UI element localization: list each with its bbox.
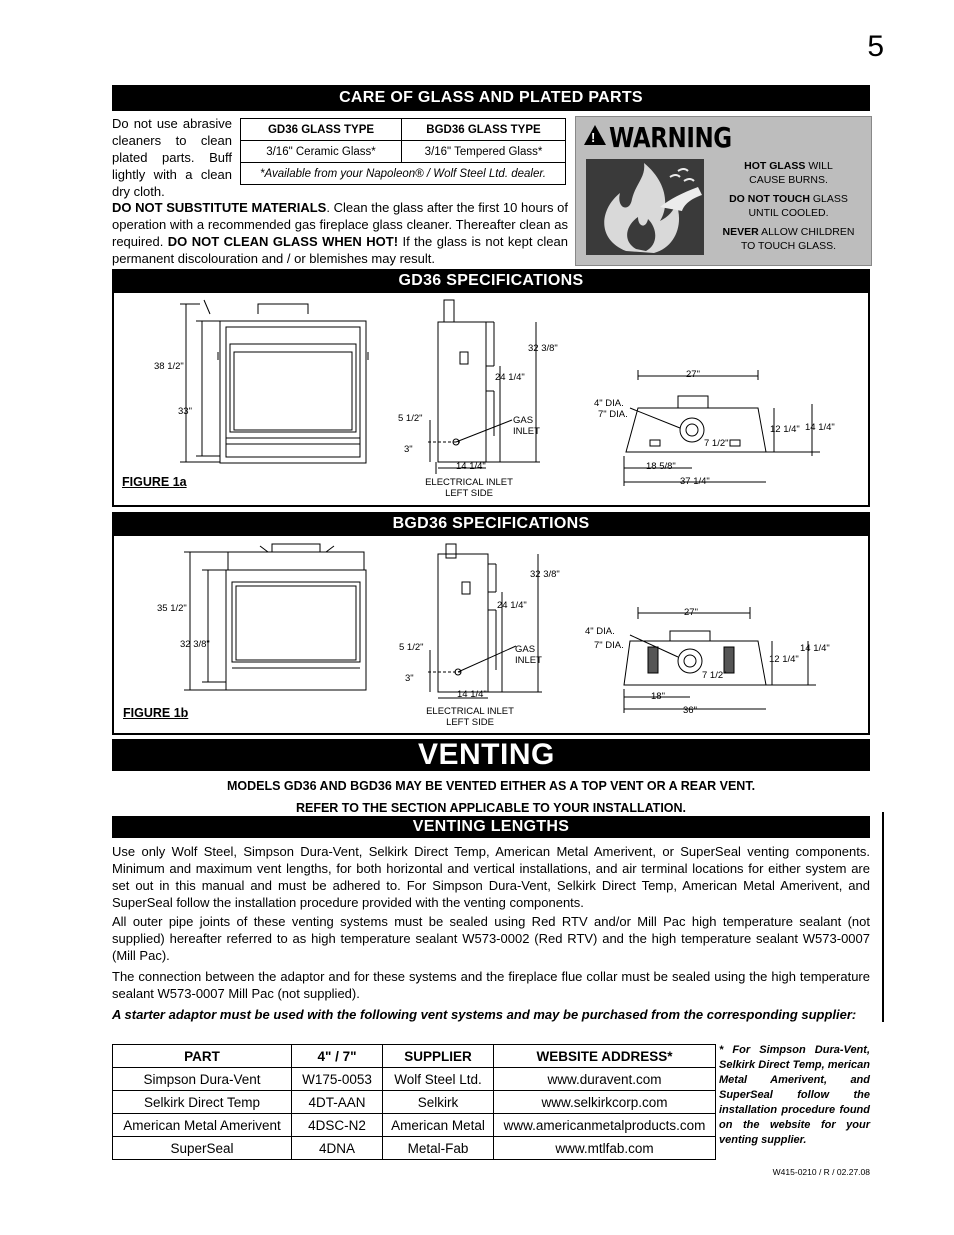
gd36-top-depth2: 14 1/4" bbox=[805, 422, 835, 433]
gd36-top-half: 18 5/8" bbox=[646, 461, 676, 472]
table-row bbox=[113, 1091, 716, 1114]
warning-title: WARNING bbox=[609, 121, 732, 154]
gd36-spec-header: GD36 SPECIFICATIONS bbox=[112, 269, 870, 293]
cell-part: Selkirk Direct Temp bbox=[113, 1091, 292, 1114]
gd36-top-dia4: 4" DIA. bbox=[594, 398, 624, 409]
venting-lengths-header: VENTING LENGTHS bbox=[112, 816, 870, 838]
gd36-side-bottom: 3" bbox=[404, 444, 413, 455]
bgd36-top-width: 27" bbox=[684, 607, 698, 618]
glass-type-table bbox=[240, 118, 566, 185]
bgd36-spec-header: BGD36 SPECIFICATIONS bbox=[112, 512, 870, 536]
page-number: 5 bbox=[867, 30, 884, 63]
gd36-top-offset: 7 1/2" bbox=[704, 438, 729, 449]
glass-cell-bgd36: 3/16" Tempered Glass* bbox=[402, 141, 566, 163]
bgd36-gas-inlet-label: GAS INLET bbox=[515, 644, 542, 666]
bgd36-top-total-width: 36" bbox=[683, 705, 697, 716]
gd36-front-glass-height: 33" bbox=[178, 406, 192, 417]
table-row bbox=[113, 1068, 716, 1091]
care-section-header: CARE OF GLASS AND PLATED PARTS bbox=[112, 85, 870, 111]
bgd36-top-dia4: 4" DIA. bbox=[585, 626, 615, 637]
bgd36-front-total-height: 35 1/2" bbox=[157, 603, 187, 614]
table-row bbox=[113, 1137, 716, 1160]
warning-bold-3: NEVER bbox=[722, 226, 759, 238]
warning-box: ! WARNING HOT GLASS WILL CAUSE BURNS. DO NOT TOUCH GLASS UNTIL COOLED. NEVER ALLOW CHILDREN TO TOUCH GLASS. bbox=[575, 116, 872, 266]
cell-website: www.americanmetalproducts.com bbox=[494, 1114, 716, 1137]
gd36-top-view bbox=[590, 366, 840, 488]
bgd36-front-glass-height: 32 3/8" bbox=[180, 639, 210, 650]
bgd36-side-depth: 14 1/4" bbox=[457, 689, 487, 700]
care-paragraph-2 bbox=[112, 199, 568, 267]
cell-part: American Metal Amerivent bbox=[113, 1114, 292, 1137]
gd36-top-dia7: 7" DIA. bbox=[598, 409, 628, 420]
bgd36-top-view bbox=[590, 605, 840, 715]
venting-paragraph-2: All outer pipe joints of these venting systems must be sealed using Red RTV and/or Mill Pac high temperature sealant (not supplied) hereafter referred to as high temperature sealant W573-0002 (Red RTV) and the high temperature sealant W573-0007 (Mill Pac). bbox=[112, 914, 870, 963]
care-text-2: If the glass is not kept clean permanent discolouration and / or blemishes may result. bbox=[112, 234, 568, 266]
bgd36-elec-line2: LEFT SIDE bbox=[446, 717, 494, 728]
care-text-1: . Clean the glass after the first 10 hours of operation with a recommended gas fireplace glass cleaner. Thereafter clean as required. bbox=[112, 200, 568, 249]
cell-website: www.selkirkcorp.com bbox=[494, 1091, 716, 1114]
warning-line-1: WILL bbox=[805, 160, 833, 172]
cell-size: W175-0053 bbox=[292, 1068, 383, 1091]
glass-note: *Available from your Napoleon® / Wolf Steel Ltd. dealer. bbox=[241, 163, 566, 185]
warning-line-3: GLASS bbox=[809, 193, 848, 205]
bgd36-top-half: 18" bbox=[651, 691, 665, 702]
bgd36-side-height: 32 3/8" bbox=[530, 569, 560, 580]
bgd36-top-depth1: 12 1/4" bbox=[769, 654, 799, 665]
bgd36-top-depth2: 14 1/4" bbox=[800, 643, 830, 654]
care-paragraph-1: Do not use abrasive cleaners to clean plated parts. Buff lightly with a clean dry cloth. bbox=[112, 116, 232, 199]
glass-cell-gd36: 3/16" Ceramic Glass* bbox=[241, 141, 402, 163]
table-row bbox=[113, 1114, 716, 1137]
gd36-figure-label: FIGURE 1a bbox=[122, 475, 187, 489]
bgd36-elec-line1: ELECTRICAL INLET bbox=[426, 706, 514, 717]
warning-line-2: CAUSE BURNS. bbox=[749, 173, 828, 186]
col-part: PART bbox=[113, 1045, 292, 1068]
gd36-electrical-inlet bbox=[424, 477, 514, 499]
venting-paragraph-4: A starter adaptor must be used with the following vent systems and may be purchased from the corresponding supplier: bbox=[112, 1007, 857, 1022]
bgd36-side-view bbox=[402, 540, 582, 708]
warning-line-5: ALLOW CHILDREN bbox=[758, 226, 855, 238]
gd36-side-depth: 14 1/4" bbox=[456, 461, 486, 472]
gd36-top-width: 27" bbox=[686, 369, 700, 380]
cell-size: 4DSC-N2 bbox=[292, 1114, 383, 1137]
cell-supplier: Metal-Fab bbox=[383, 1137, 494, 1160]
warning-line-6: TO TOUCH GLASS. bbox=[740, 239, 837, 252]
cell-part: Simpson Dura-Vent bbox=[113, 1068, 292, 1091]
gd36-side-view bbox=[400, 296, 580, 466]
gd36-top-total-width: 37 1/4" bbox=[680, 476, 710, 487]
gd36-side-gas-height: 5 1/2" bbox=[398, 413, 423, 424]
cell-supplier: American Metal bbox=[383, 1114, 494, 1137]
glass-col-gd36: GD36 GLASS TYPE bbox=[241, 119, 402, 141]
gd36-front-total-height: 38 1/2" bbox=[154, 361, 184, 372]
document-code: W415-0210 / R / 02.27.08 bbox=[772, 1167, 870, 1177]
bgd36-side-gas-height: 5 1/2" bbox=[399, 642, 424, 653]
gd36-elec-line2: LEFT SIDE bbox=[445, 488, 493, 499]
gd36-side-upper: 24 1/4" bbox=[495, 372, 525, 383]
gd36-elec-line1: ELECTRICAL INLET bbox=[425, 477, 513, 488]
change-bar bbox=[882, 812, 884, 1022]
venting-title: VENTING bbox=[112, 739, 870, 771]
cell-website: www.duravent.com bbox=[494, 1068, 716, 1091]
venting-intro-line1: MODELS GD36 AND BGD36 MAY BE VENTED EITHER AS A TOP VENT OR A REAR VENT. bbox=[226, 779, 756, 793]
vent-supplier-table bbox=[112, 1044, 716, 1160]
bgd36-top-dia7: 7" DIA. bbox=[594, 640, 624, 651]
venting-paragraph-3: The connection between the adaptor and for these systems and the fireplace flue collar must be sealed using the high temperature sealant W573-0007 Mill Pac (not supplied). bbox=[112, 969, 870, 1001]
gd36-front-view bbox=[150, 296, 380, 466]
cell-part: SuperSeal bbox=[113, 1137, 292, 1160]
cell-website: www.mtlfab.com bbox=[494, 1137, 716, 1160]
col-size: 4" / 7" bbox=[292, 1045, 383, 1068]
bgd36-top-offset: 7 1/2" bbox=[702, 670, 727, 681]
bgd36-side-upper: 24 1/4" bbox=[497, 600, 527, 611]
glass-col-bgd36: BGD36 GLASS TYPE bbox=[402, 119, 566, 141]
care-bold-2: DO NOT CLEAN GLASS WHEN HOT! bbox=[167, 234, 399, 249]
cell-size: 4DT-AAN bbox=[292, 1091, 383, 1114]
gd36-side-height: 32 3/8" bbox=[528, 343, 558, 354]
gd36-top-depth1: 12 1/4" bbox=[770, 424, 800, 435]
warning-bold-1: HOT GLASS bbox=[744, 160, 806, 172]
bgd36-front-view bbox=[150, 540, 380, 700]
warning-bold-2: DO NOT TOUCH bbox=[729, 193, 810, 205]
cell-size: 4DNA bbox=[292, 1137, 383, 1160]
gd36-gas-inlet-label: GAS INLET bbox=[513, 415, 540, 437]
flame-hand-icon bbox=[586, 159, 704, 255]
venting-intro-line2: REFER TO THE SECTION APPLICABLE TO YOUR INSTALLATION. bbox=[295, 801, 687, 815]
warning-text bbox=[716, 160, 861, 253]
cell-supplier: Selkirk bbox=[383, 1091, 494, 1114]
website-footnote: * For Simpson Dura-Vent, Selkirk Direct Temp, merican Metal Amerivent, and SuperSeal follow the installation procedure found on the website for your venting supplier. bbox=[719, 1044, 870, 1146]
bgd36-electrical-inlet bbox=[424, 706, 516, 728]
venting-paragraph-1: Use only Wolf Steel, Simpson Dura-Vent, Selkirk Direct Temp, American Metal Amerivent, or SuperSeal venting components. Minimum and maximum vent lengths, for both horizontal and vertical installations, and air terminal locations for either system are set out in this manual and must be adhered to. For Simpson Dura-Vent, Selkirk Direct Temp, American Metal Amerivent, and SuperSeal follow the installation procedure provided with the venting components. bbox=[112, 844, 870, 910]
warning-line-4: UNTIL COOLED. bbox=[748, 206, 829, 219]
col-website: WEBSITE ADDRESS* bbox=[494, 1045, 716, 1068]
col-supplier: SUPPLIER bbox=[383, 1045, 494, 1068]
care-bold-1: DO NOT SUBSTITUTE MATERIALS bbox=[112, 200, 327, 215]
bgd36-figure-label: FIGURE 1b bbox=[123, 706, 189, 720]
cell-supplier: Wolf Steel Ltd. bbox=[383, 1068, 494, 1091]
venting-intro bbox=[112, 775, 870, 819]
bgd36-side-bottom: 3" bbox=[405, 673, 414, 684]
